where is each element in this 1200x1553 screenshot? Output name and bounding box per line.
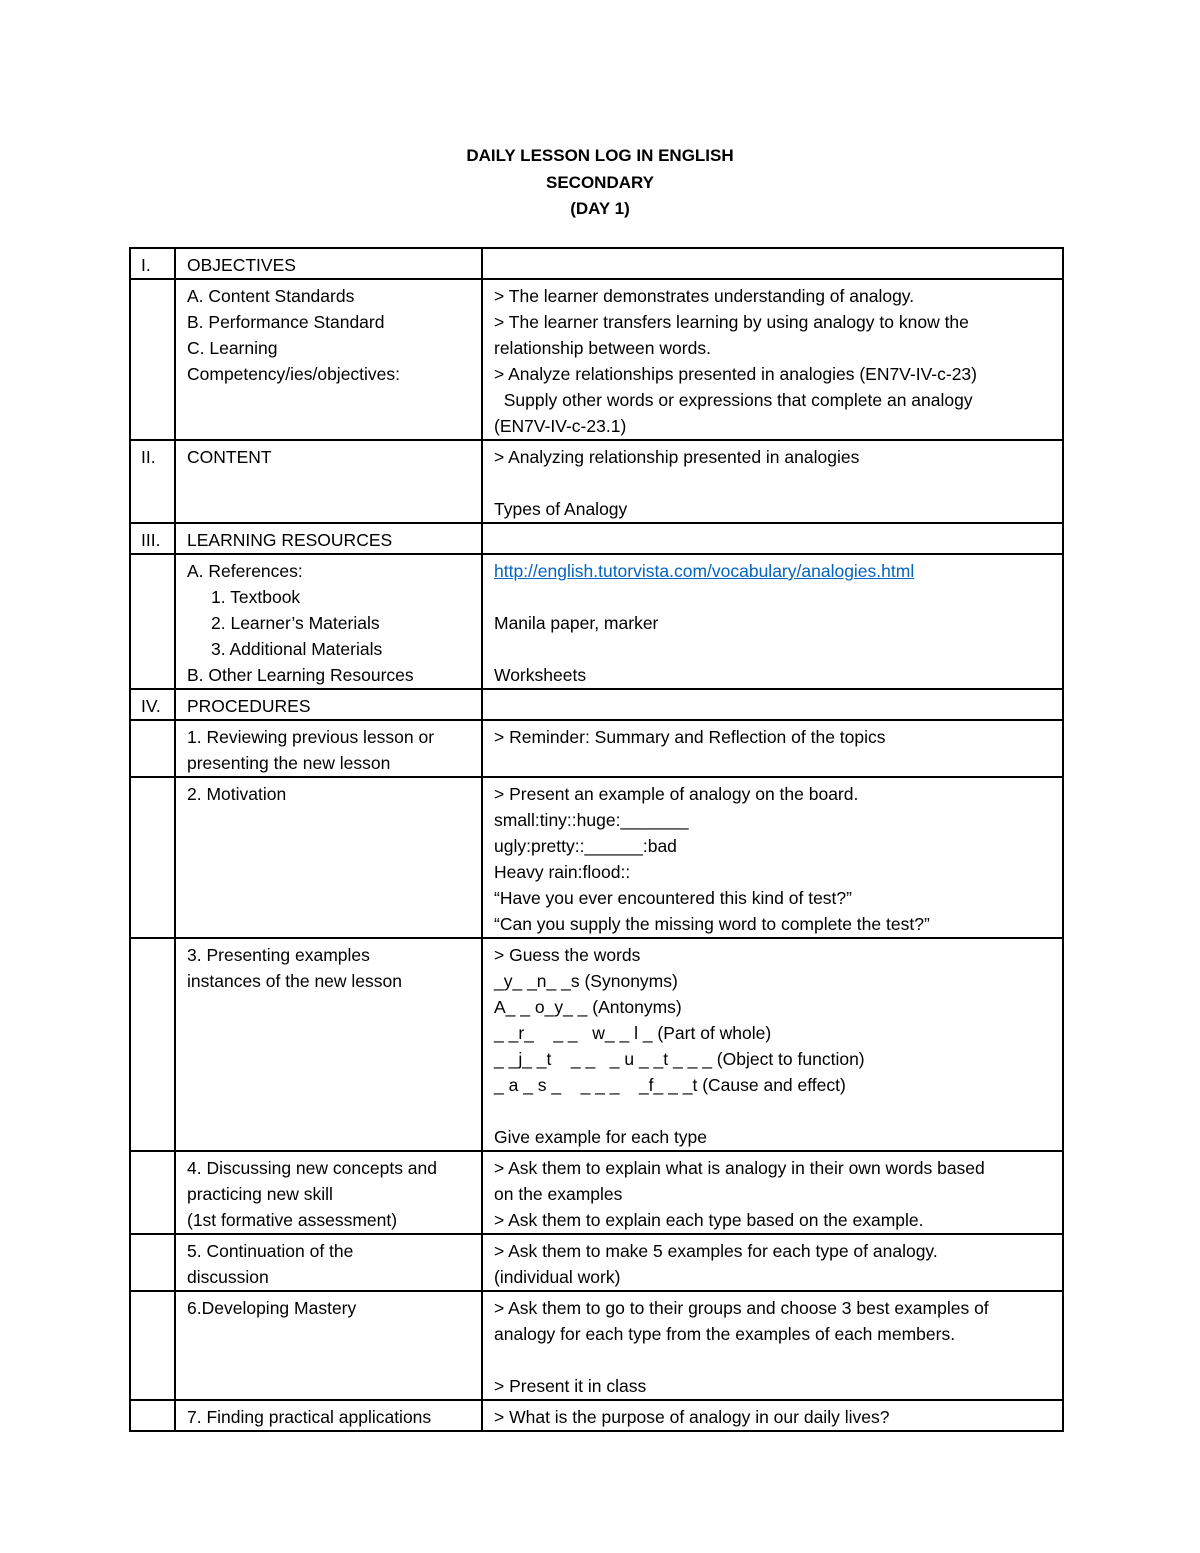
row-content [482,279,1063,440]
row-label [175,689,482,720]
content-line: (individual work) [494,1267,621,1287]
label-line: practicing new skill [187,1184,333,1204]
row-content [482,777,1063,938]
content-line: _ a _ s _ _ _ _ _f_ _ _t (Cause and effect) [494,1075,846,1095]
content-line: Manila paper, marker [494,613,659,633]
table-row [130,554,1063,689]
doc-day: (DAY 1) [570,199,630,218]
row-content [482,440,1063,523]
label-line: B. Performance Standard [187,312,385,332]
content-line: _ _r_ _ _ w_ _ l _ (Part of whole) [494,1023,772,1043]
row-number [130,1291,175,1400]
row-label [175,440,482,523]
row-content [482,720,1063,777]
label-line: CONTENT [187,447,272,467]
row-label [175,279,482,440]
table-row [130,248,1063,279]
row-number [130,777,175,938]
label-line: PROCEDURES [187,696,311,716]
row-number [130,938,175,1151]
content-line: relationship between words. [494,338,711,358]
content-line: Give example for each type [494,1127,708,1147]
row-content [482,554,1063,689]
content-line [494,584,1052,610]
content-line: > Present it in class [494,1376,647,1396]
table-row [130,689,1063,720]
content-line: on the examples [494,1184,623,1204]
table-row [130,938,1063,1151]
row-content [482,1151,1063,1234]
table-row [130,777,1063,938]
row-label [175,523,482,554]
row-number: II. [130,440,175,523]
label-line: 4. Discussing new concepts and [187,1158,437,1178]
label-line: 2. Learner’s Materials [211,613,380,633]
content-line: > Ask them to explain what is analogy in their own words based [494,1158,985,1178]
content-line: _y_ _n_ _s (Synonyms) [494,971,678,991]
row-label [175,1291,482,1400]
row-label [175,1400,482,1431]
table-row [130,523,1063,554]
lesson-log-table [129,247,1064,1432]
doc-title: DAILY LESSON LOG IN ENGLISH [466,146,734,165]
row-label [175,248,482,279]
label-line: 6.Developing Mastery [187,1298,357,1318]
table-row [130,1234,1063,1291]
label-line: B. Other Learning Resources [187,665,414,685]
doc-subtitle: SECONDARY [546,173,654,192]
table-row [130,720,1063,777]
content-line: “Can you supply the missing word to complete the test?” [494,914,930,934]
table-row [130,1291,1063,1400]
resource-link[interactable]: http://english.tutorvista.com/vocabulary/analogies.html [494,561,915,581]
content-line [494,636,1052,662]
label-line: 1. Reviewing previous lesson or [187,727,435,747]
content-line: analogy for each type from the examples of each members. [494,1324,956,1344]
label-line: 7. Finding practical applications [187,1407,432,1427]
row-number [130,1151,175,1234]
content-line: > Present an example of analogy on the board. [494,784,859,804]
content-line: Types of Analogy [494,499,628,519]
label-line: A. Content Standards [187,286,355,306]
content-line [494,1347,1052,1373]
row-content [482,523,1063,554]
row-content [482,1291,1063,1400]
row-content [482,248,1063,279]
label-line: presenting the new lesson [187,753,391,773]
row-number [130,1234,175,1291]
label-line: LEARNING RESOURCES [187,530,393,550]
row-label [175,777,482,938]
content-line: > Analyzing relationship presented in analogies [494,447,860,467]
content-line: > Reminder: Summary and Reflection of the topics [494,727,886,747]
row-number: III. [130,523,175,554]
row-number: I. [130,248,175,279]
label-line: instances of the new lesson [187,971,402,991]
table-row [130,279,1063,440]
content-line: Worksheets [494,665,587,685]
content-line: Heavy rain:flood:: [494,862,631,882]
content-line [494,1098,1052,1124]
row-number [130,554,175,689]
label-line: A. References: [187,561,303,581]
content-line: “Have you ever encountered this kind of test?” [494,888,852,908]
row-number: IV. [130,689,175,720]
row-label [175,1234,482,1291]
row-label [175,720,482,777]
content-line: small:tiny::huge:_______ [494,810,689,830]
table-row [130,1400,1063,1431]
row-number [130,279,175,440]
table-row [130,1151,1063,1234]
content-line: > Analyze relationships presented in analogies (EN7V-IV-c-23) [494,364,977,384]
content-line: > The learner demonstrates understanding of analogy. [494,286,915,306]
content-line: > Ask them to go to their groups and choose 3 best examples of [494,1298,989,1318]
label-line: 3. Presenting examples [187,945,370,965]
content-line: > The learner transfers learning by using analogy to know the [494,312,969,332]
content-line: ugly:pretty::______:bad [494,836,677,856]
label-line: Competency/ies/objectives: [187,364,401,384]
content-line: > Ask them to explain each type based on the example. [494,1210,924,1230]
label-line: discussion [187,1267,269,1287]
label-line: 5. Continuation of the [187,1241,354,1261]
content-line: _ _j_ _t _ _ _ u _ _t _ _ _ (Object to function) [494,1049,865,1069]
content-line: Supply other words or expressions that complete an analogy [494,390,973,410]
content-line: > Ask them to make 5 examples for each type of analogy. [494,1241,938,1261]
content-line: (EN7V-IV-c-23.1) [494,416,627,436]
content-line: > What is the purpose of analogy in our daily lives? [494,1407,890,1427]
row-number [130,720,175,777]
row-content [482,689,1063,720]
content-line: > Guess the words [494,945,641,965]
row-number [130,1400,175,1431]
content-line: A_ _ o_y_ _ (Antonyms) [494,997,682,1017]
label-line: OBJECTIVES [187,255,296,275]
row-label [175,554,482,689]
row-label [175,1151,482,1234]
label-line: 1. Textbook [211,587,301,607]
row-label [175,938,482,1151]
label-line: 3. Additional Materials [211,639,383,659]
content-line [494,470,1052,496]
label-line: (1st formative assessment) [187,1210,398,1230]
row-content [482,1234,1063,1291]
row-content [482,938,1063,1151]
table-row [130,440,1063,523]
row-content [482,1400,1063,1431]
label-line: C. Learning [187,338,278,358]
label-line: 2. Motivation [187,784,287,804]
